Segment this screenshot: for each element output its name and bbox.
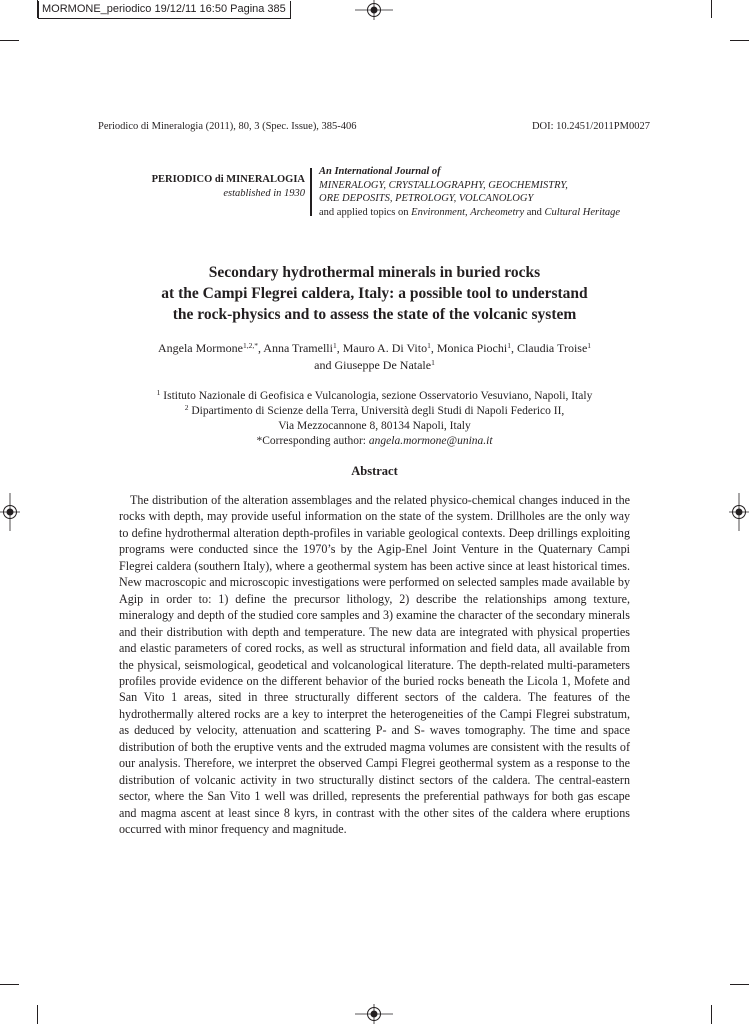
registration-mark-bottom-icon: [355, 1004, 393, 1024]
journal-applied-topics: [319, 206, 620, 220]
applied-prefix: and applied topics on: [319, 206, 412, 218]
title-line-3: the rock-physics and to assess the state of the volcanic system: [172, 306, 577, 323]
affiliation-text: Dipartimento di Scienze della Terra, Università degli Studi di Napoli Federico II,: [188, 405, 565, 417]
running-head-citation: Periodico di Mineralogia (2011), 80, 3 (Spec. Issue), 385-406: [98, 121, 357, 132]
title-line-2: at the Campi Flegrei caldera, Italy: a possible tool to understand: [161, 285, 588, 302]
registration-mark-top-icon: [355, 0, 393, 20]
applied-cultural-heritage: Cultural Heritage: [544, 206, 621, 218]
applied-archeometry: Archeometry: [470, 206, 525, 218]
affiliation-number: 1: [156, 388, 161, 397]
applied-comma: ,: [465, 206, 471, 218]
author-affiliation-sup: 1: [427, 341, 431, 350]
author-line-1: [40, 340, 709, 357]
corresponding-label: *Corresponding author:: [256, 435, 369, 447]
author-affiliation-sup: 1: [507, 341, 511, 350]
title-line-1: Secondary hydrothermal minerals in buried rocks: [208, 264, 541, 281]
journal-intl-line: An International Journal of: [319, 166, 441, 177]
journal-established: established in 1930: [223, 188, 305, 199]
author-name: , Claudia Troise: [510, 341, 588, 355]
author-affiliation-sup: 1: [587, 341, 592, 350]
author-affiliation-sup: 1: [431, 358, 435, 367]
crop-mark-bottom-right-h: [730, 984, 749, 985]
applied-environment: Environment: [411, 206, 466, 218]
corresponding-email: angela.mormone@unina.it: [368, 435, 493, 447]
affiliation-2: [40, 404, 709, 419]
crop-mark-bottom-left-h: [0, 984, 19, 985]
registration-mark-left-icon: [0, 493, 20, 531]
crop-mark-top-right-h: [730, 40, 749, 41]
crop-mark-top-left-h: [0, 40, 19, 41]
abstract-body: The distribution of the alteration assemblages and the related physico-chemical changes induced in the rocks with depth, may provide useful information on the state of the system. Drillholes are the only way to define hydrothermal alteration depth-profiles in variable geological contexts. Deep drillings exploiting programs were conducted since the 1970’s by the Agip-Enel Joint Venture in the Quaternary Campi Flegrei caldera (southern Italy), where a geothermal system has been active since at least historical times. New macroscopic and microscopic investigations were performed on selected samples made available by Agip in order to: 1) define the precursor lithology, 2) describe the relationships among texture, mineralogy and depth of the studied core samples and 3) examine the character of the secondary minerals and their distribution with depth and temperature. The new data are integrated with physical properties and elastic parameters of cored rocks, as well as structural information and field data, all available from the physical, seismological, geodetical and volcanological literature. The depth-related multi-parameters profiles provide evidence on the different behavior of the buried rocks beneath the Licola 1, Mofete and San Vito 1 areas, sited in three structurally different sectors of the caldera. The features of the hydrothermally altered rocks are a key to interpret the heterogeneities of the Campi Flegrei substratum, as deduced by velocity, attenuation and scattering P- and S- waves tomography. The time and space distribution of both the eruptive vents and the extruded magma volumes are consistent with the results of our analysis. Therefore, we interpret the observed Campi Flegrei geothermal system as a response to the distribution of volcanic activity in two structurally distinct sectors of the caldera. The central-eastern sector, where the San Vito 1 well was drilled, represents the preferential pathways for both gas escape and magma ascent at least since 8 kyrs, in contrast with the other sites of the caldera where eruptions occurred with minor frequency and magnitude.: [119, 493, 630, 837]
author-name: Angela Mormone: [157, 341, 243, 355]
paper-title: [40, 262, 709, 325]
affiliation-1: [40, 389, 709, 404]
journal-topics-line-1: MINERALOGY, CRYSTALLOGRAPHY, GEOCHEMISTRY,: [319, 179, 568, 191]
journal-scope: [319, 165, 620, 219]
applied-and: and: [524, 206, 545, 218]
abstract-heading: Abstract: [351, 464, 398, 478]
journal-masthead: [120, 173, 305, 201]
affiliation-number: 2: [184, 403, 189, 412]
author-name: , Anna Tramelli: [257, 341, 333, 355]
print-slug: MORMONE_periodico 19/12/11 16:50 Pagina 385: [38, 1, 291, 19]
registration-mark-right-icon: [729, 493, 749, 531]
affiliation-text: Istituto Nazionale di Geofisica e Vulcanologia, sezione Osservatorio Vesuviano, Napoli, Italy: [160, 390, 593, 402]
running-head-doi: DOI: 10.2451/2011PM0027: [531, 121, 650, 132]
author-line-2: [40, 357, 709, 374]
author-name: and Giuseppe De Natale: [314, 358, 432, 372]
crop-mark-top-left-v: [37, 0, 38, 18]
journal-topics-line-2: ORE DEPOSITS, PETROLOGY, VOLCANOLOGY: [319, 193, 534, 204]
author-affiliation-sup: 1: [332, 341, 337, 350]
author-name: , Monica Piochi: [430, 341, 508, 355]
author-list: [40, 340, 709, 374]
affiliation-2-address: Via Mezzocannone 8, 80134 Napoli, Italy: [278, 420, 471, 432]
crop-mark-bottom-left-v: [37, 1005, 38, 1024]
corresponding-author: [40, 434, 709, 449]
journal-name: PERIODICO di MINERALOGIA: [151, 174, 305, 185]
crop-mark-top-right-v: [711, 0, 712, 18]
affiliations: [40, 389, 709, 449]
masthead-divider: [310, 168, 312, 216]
author-affiliation-sup: 1,2,*: [242, 341, 258, 350]
crop-mark-bottom-right-v: [711, 1005, 712, 1024]
author-name: , Mauro A. Di Vito: [336, 341, 428, 355]
